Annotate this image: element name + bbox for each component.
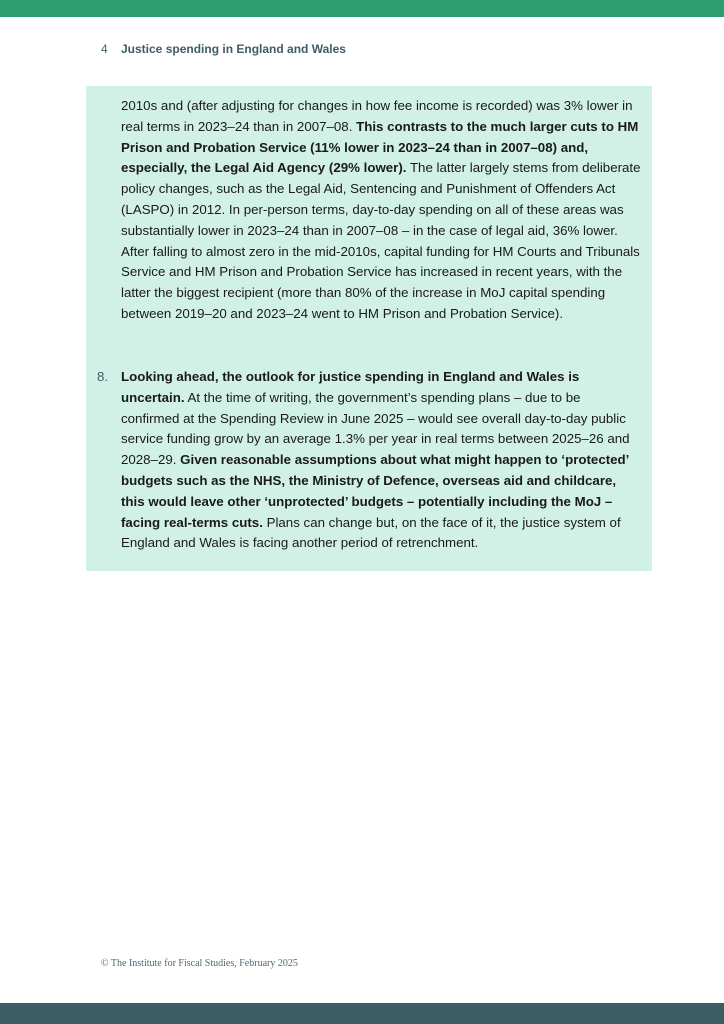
paragraph-continued-text-1: 2010s and (after adjusting for changes in how fee income is recorded) was 3% lower in real terms in 2023–24 than in 2007–08. [121, 98, 633, 134]
paragraph-8-text-1: At the time of writing, the government’s spending plans – due to be confirmed at the Spending Review in June 2025 – would see overall day-to-day public service funding grow by an average 1.3% per year in real terms between 2025–26 and 2028–29. [121, 389, 630, 468]
running-header [101, 42, 346, 56]
paragraph-continued-bold-1: This contrasts to the much larger cuts to HM Prison and Probation Service (11% lower in 2023–24 than in 2007–08) and, especially, the Legal Aid Agency (29% lower). [121, 118, 639, 176]
top-accent-bar [0, 0, 724, 17]
paragraph-8-marker: 8. [97, 369, 109, 384]
paragraph-8-text-2: Plans can change but, on the face of it, the justice system of England and Wales is facing another period of retrenchment. [121, 514, 621, 551]
paragraph-continued [121, 96, 641, 325]
bottom-accent-bar [0, 1003, 724, 1024]
paragraph-8-bold-2: Given reasonable assumptions about what might happen to ‘protected’ budgets such as the NHS, the Ministry of Defence, overseas aid and childcare, this would leave other ‘unprotected’ budgets – potentially including the MoJ – facing real-terms cuts. [121, 452, 629, 530]
page-number: 4 [101, 42, 108, 56]
paragraph-8-bold-1: Looking ahead, the outlook for justice spending in England and Wales is uncertain. [121, 369, 580, 405]
copyright-footer: © The Institute for Fiscal Studies, February 2025 [101, 958, 298, 969]
paragraph-continued-text-2: The latter largely stems from deliberate policy changes, such as the Legal Aid, Sentencing and Punishment of Offenders Act (LASPO) in 2012. In per-person terms, day-to-day spending on all of these areas was substantially lower in 2023–24 than in 2007–08 – in the case of legal aid, 36% lower. After falling to almost zero in the mid-2010s, capital funding for HM Courts and Tribunals Service and HM Prison and Probation Service has increased in recent years, with the latter the biggest recipient (more than 80% of the increase in MoJ capital spending between 2019–20 and 2023–24 went to HM Prison and Probation Service). [121, 160, 641, 321]
running-title: Justice spending in England and Wales [121, 42, 346, 56]
summary-box [86, 86, 652, 571]
paragraph-8 [97, 367, 641, 554]
